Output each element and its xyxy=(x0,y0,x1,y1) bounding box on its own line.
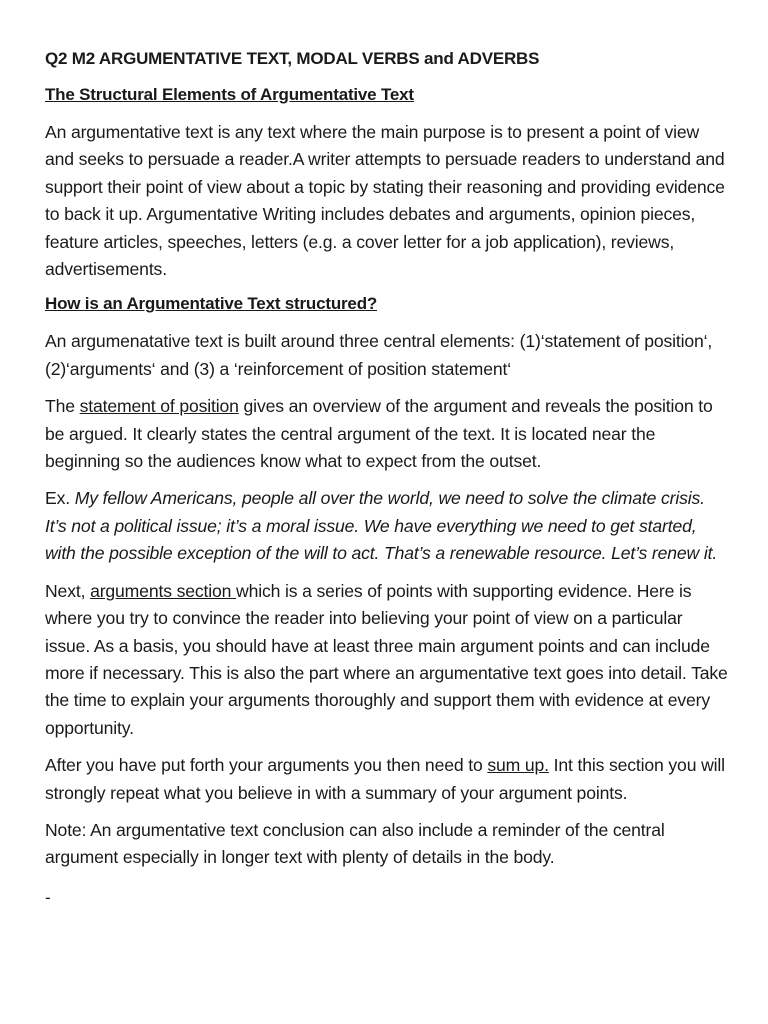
paragraph-definition: An argumentative text is any text where the main purpose is to present a point of view and seeks to persuade a reader.A writer attempts to persuade readers to understand and support their point of view about a topic by stating their reasoning and providing evidence to back it up. Argumentative Writing includes debates and arguments, opinion pieces, feature articles, speeches, letters (e.g. a cover letter for a job application), reviews, advertisements. xyxy=(45,122,725,280)
paragraph-statement-of-position xyxy=(45,393,729,475)
term-arguments-section: arguments section xyxy=(90,580,237,601)
paragraph-note: Note: An argumentative text conclusion can also include a reminder of the central argument especially in longer text with plenty of details in the body. xyxy=(45,819,665,868)
term-statement-of-position: statement of position xyxy=(79,396,239,417)
example-quote: My fellow Americans, people all over the world, we need to solve the climate crisis. It’s not a political issue; it’s a moral issue. We have everything we need to get started, with the possible exception of the will to act. That’s a renewable resource. Let’s renew it. xyxy=(45,488,718,564)
paragraph-arguments-section xyxy=(45,578,729,742)
paragraph-body: Int this section you will strongly repeat what you believe in with a summary of your argument points. xyxy=(45,755,725,803)
paragraph-prefix: Next, xyxy=(45,580,91,601)
paragraph-body: gives an overview of the argument and reveals the position to be argued. It clearly states the central argument of the text. It is located near the beginning so the audiences know what to expect from the outset. xyxy=(45,396,713,472)
document-page xyxy=(45,46,729,908)
document-title: Q2 M2 ARGUMENTATIVE TEXT, MODAL VERBS and ADVERBS xyxy=(45,49,540,68)
paragraph-prefix: The xyxy=(45,396,80,417)
paragraph-body: which is a series of points with supporting evidence. Here is where you try to convince the reader into believing your point of view on a particular issue. As a basis, you should have at least three main argument points and can include more if necessary. This is also the part where an argumentative text goes into detail. Take the time to explain your arguments thoroughly and support them with evidence at every opportunity. xyxy=(45,580,728,738)
paragraph-sum-up xyxy=(45,752,729,807)
section-heading-structure: How is an Argumentative Text structured? xyxy=(45,294,378,314)
example-label: Ex. xyxy=(45,488,75,509)
term-sum-up: sum up. xyxy=(487,755,549,776)
paragraph-prefix: After you have put forth your arguments you then need to xyxy=(45,755,488,776)
trailing-dash: - xyxy=(45,887,51,907)
paragraph-example xyxy=(45,485,729,567)
section-heading-structural-elements: The Structural Elements of Argumentative Text xyxy=(45,85,414,104)
paragraph-central-elements: An argumenatative text is built around three central elements: (1)‘statement of position‘,(2)‘arguments‘ and (3) a ‘reinforcement of position statement‘ xyxy=(45,331,713,379)
